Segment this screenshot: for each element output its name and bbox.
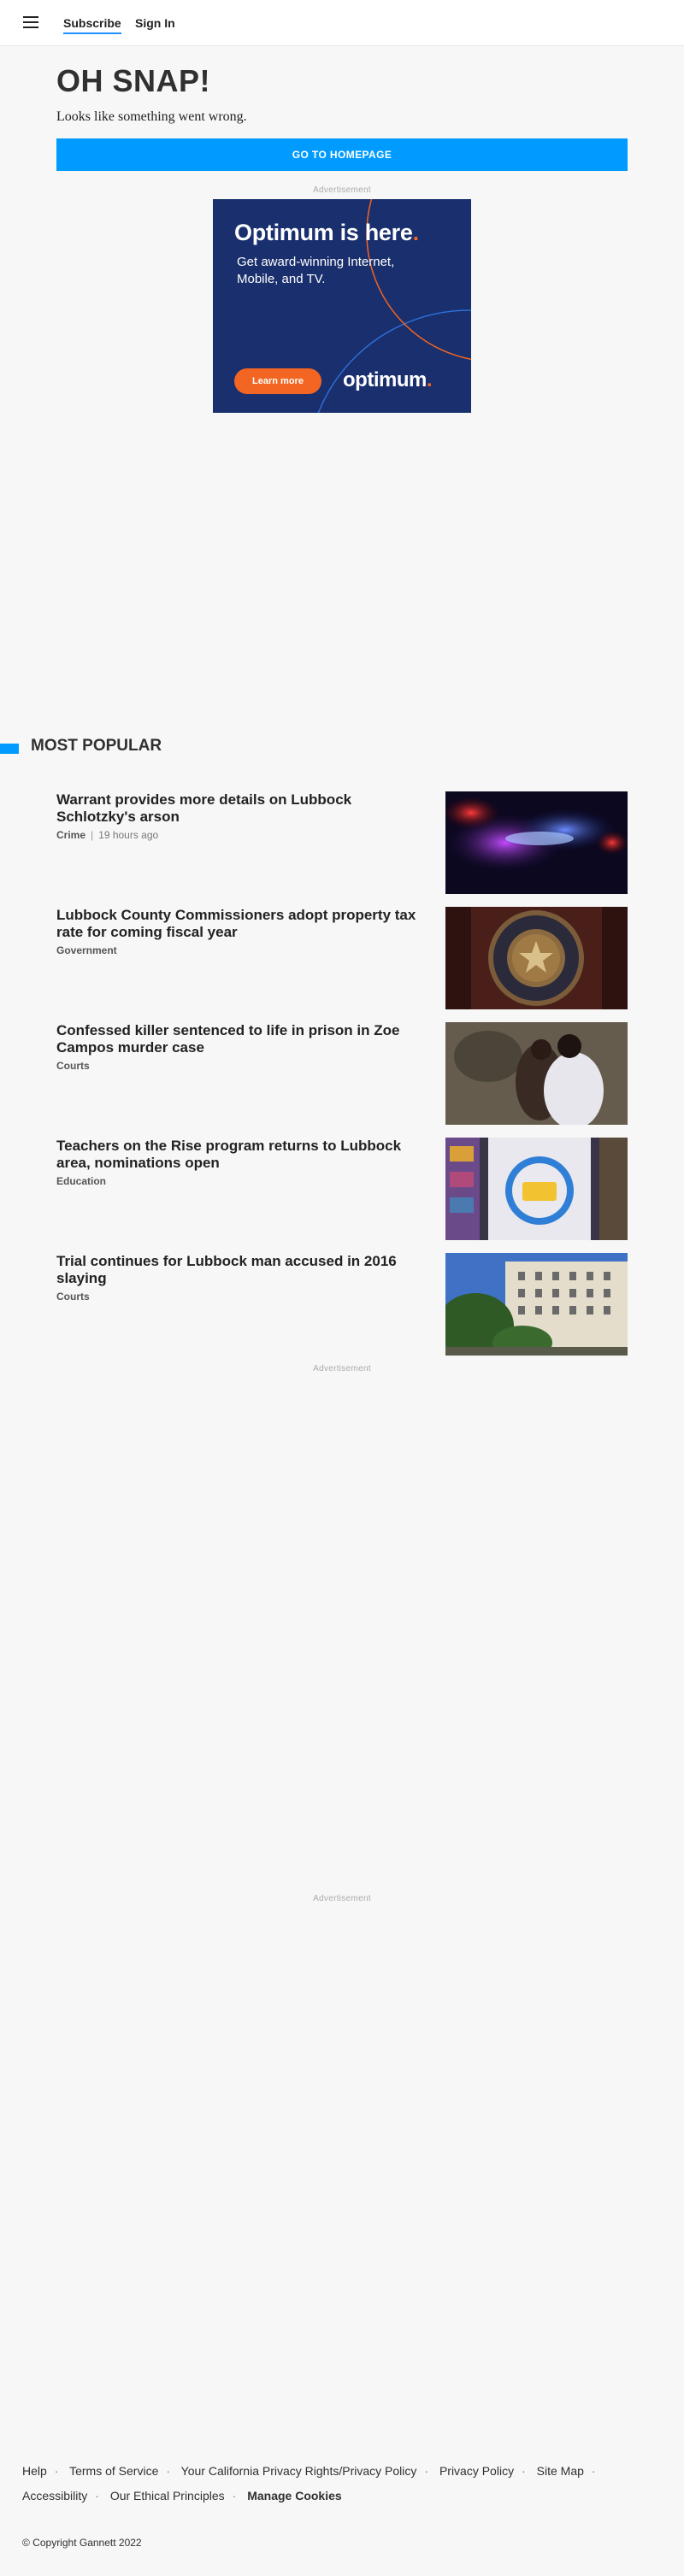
footer-link-terms[interactable]: Terms of Service [69,2464,159,2478]
article-meta [56,1175,106,1187]
article-title[interactable]: Lubbock County Commissioners adopt property tax rate for coming fiscal year [56,907,416,940]
sign-in-link[interactable]: Sign In [135,16,175,30]
footer-link-california-privacy[interactable]: Your California Privacy Rights/Privacy Policy [180,2464,417,2478]
article-thumbnail-embrace[interactable] [445,1022,628,1125]
footer-link-site-map[interactable]: Site Map [536,2464,584,2478]
article-meta [56,1060,90,1072]
error-message: Looks like something went wrong. [56,109,247,124]
footer-separator: · [591,2464,596,2478]
article-meta [56,944,117,956]
meta-separator: | [91,829,94,841]
article-meta [56,829,158,841]
ad-subtext: Get award-winning Internet, Mobile, and TV. [237,255,395,286]
advertisement-label: Advertisement [313,1894,371,1903]
optimum-logo: optimum. [343,368,432,391]
site-header [0,0,684,46]
article-time: 19 hours ago [98,829,159,841]
footer-separator: · [522,2464,526,2478]
footer-links [22,2459,663,2508]
footer-link-manage-cookies[interactable]: Manage Cookies [247,2489,342,2502]
article-item[interactable] [56,907,628,1009]
ad-learn-more-button[interactable]: Learn more [234,368,321,394]
article-tag: Crime [56,829,86,841]
article-tag: Education [56,1175,107,1187]
ad-headline: Optimum is here. [234,220,419,245]
article-item[interactable] [56,1138,628,1240]
article-item[interactable] [56,791,628,894]
go-to-homepage-button[interactable]: GO TO HOMEPAGE [56,138,628,171]
article-item[interactable] [56,1253,628,1356]
subscribe-link[interactable]: Subscribe [63,16,121,34]
article-title[interactable]: Warrant provides more details on Lubbock Schlotzky's arson [56,791,352,825]
footer-separator: · [54,2464,59,2478]
article-title[interactable]: Trial continues for Lubbock man accused in 2016 slaying [56,1253,397,1286]
hamburger-menu-icon[interactable] [23,16,38,28]
optimum-ad-banner[interactable] [213,199,471,413]
error-title: OH SNAP! [56,63,211,98]
footer-link-ethical-principles[interactable]: Our Ethical Principles [109,2489,225,2502]
footer-link-privacy-policy[interactable]: Privacy Policy [439,2464,515,2478]
advertisement-label: Advertisement [313,1364,371,1373]
most-popular-title: MOST POPULAR [31,737,162,755]
article-tag: Courts [56,1291,90,1303]
footer-separator: · [424,2464,429,2478]
footer-link-accessibility[interactable]: Accessibility [22,2489,88,2502]
article-title[interactable]: Teachers on the Rise program returns to Lubbock area, nominations open [56,1138,402,1171]
article-title[interactable]: Confessed killer sentenced to life in prison in Zoe Campos murder case [56,1022,400,1056]
article-tag: Courts [56,1060,90,1072]
advertisement-label: Advertisement [313,185,371,195]
footer-separator: · [232,2489,237,2502]
article-thumbnail-county-seal[interactable] [445,907,628,1009]
article-thumbnail-courthouse[interactable] [445,1253,628,1356]
footer-separator: · [166,2464,171,2478]
article-item[interactable] [56,1022,628,1125]
article-meta [56,1291,90,1303]
article-thumbnail-police-lights[interactable] [445,791,628,894]
copyright-text: © Copyright Gannett 2022 [22,2537,142,2549]
footer-separator: · [95,2489,99,2502]
article-thumbnail-bus-sign[interactable] [445,1138,628,1240]
article-tag: Government [56,944,117,956]
footer-link-help[interactable]: Help [22,2464,47,2478]
section-accent-bar [0,744,19,754]
